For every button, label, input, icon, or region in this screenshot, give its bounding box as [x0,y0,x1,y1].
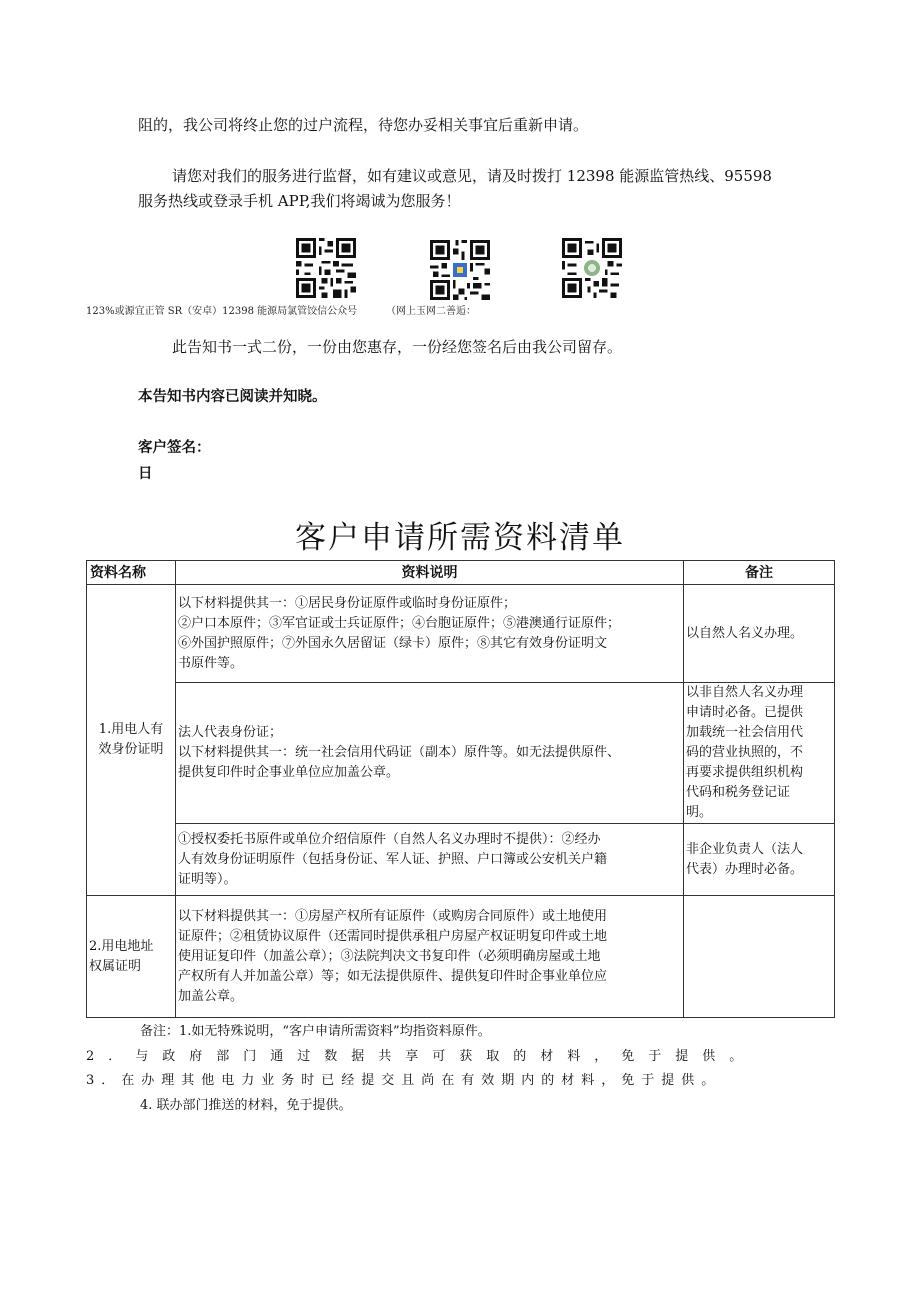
header-remarks: 备注 [684,561,835,585]
description-line: 产权所有人并加盖公章）等；如无法提供原件、提供复印件时企事业单位应 [178,968,608,984]
description-line: 书原件等。 [178,655,244,671]
table-row [87,824,835,896]
note-line: 以自然人名义办理。 [686,625,804,641]
row-note [684,683,835,824]
paragraph-supervision-line1: 请您对我们的服务进行监督，如有建议或意见，请及时拨打 12398 能源监管热线、95598 [172,167,772,185]
header-material-description: 资料说明 [176,561,684,585]
signature-label: 客户签名： [138,440,211,456]
remark-4: 4. 联办部门推送的材料，免于提供。 [140,1098,352,1113]
paragraph-copies: 此告知书一式二份，一份由您惠存，一份经您签名后由我公司留存。 [172,338,623,356]
table-row [87,585,835,683]
note-line: 代码和税务登记证 [686,785,791,800]
qr-code-wechat [430,240,490,300]
row-note-empty [684,896,835,1018]
note-line: 明。 [686,805,713,820]
remark-3-text: 3．在办理其他电力业务时已经提交且尚在有效期内的材料，免于提供。 [86,1073,722,1088]
description-line: 以下材料提供其一：统一社会信用代码证（副本）原件等。如无法提供原件、 [178,745,621,760]
remark-2 [86,1045,828,1064]
description-line: 使用证复印件（加盖公章）；③法院判决文书复印件（必须明确房屋或土地 [178,948,601,964]
description-line: ①授权委托书原件或单位介绍信原件（自然人名义办理时不提供）：②经办 [178,831,601,847]
table-row [87,683,835,824]
remark-2-text: 2．与政府部门通过数据共享可获取的材料，免于提供。 [86,1049,757,1064]
date-label: 日 [138,466,153,482]
description-line: 以下材料提供其一：①居民身份证原件或临时身份证原件； [178,595,517,611]
header-material-name: 资料名称 [87,561,176,585]
row-description [176,585,684,683]
description-line: 证明等）。 [178,871,237,887]
group-name-line: 权属证明 [89,958,142,974]
note-line: 代表）办理时必备。 [686,861,804,877]
remark-1: 备注：1.如无特殊说明，“客户申请所需资料”均指资料原件。 [140,1024,491,1039]
row-description [176,824,684,896]
note-line: 码的营业执照的，不 [686,745,804,760]
note-line: 再要求提供组织机构 [686,765,804,780]
note-line: 非企业负责人（法人 [686,841,804,857]
table-row [87,896,835,1018]
row-note [684,824,835,896]
paragraph-termination: 阻的，我公司将终止您的过户流程，待您办妥相关事宜后重新申请。 [138,116,589,134]
group-name-line: 1.用电人有 [98,722,164,737]
document-title: 客户申请所需资料清单 [295,520,625,556]
table-header-row [87,561,835,585]
description-line: 证原件；②租赁协议原件（还需同时提供承租户房屋产权证明复印件或土地 [178,928,608,944]
group-name-line: 2.用电地址 [89,938,154,954]
note-line: 以非自然人名义办理 [686,685,804,700]
description-line: 法人代表身份证； [178,725,283,740]
qr-code-website [562,238,622,298]
remark-3 [86,1069,828,1088]
note-line: 申请时必备。已提供 [686,705,804,720]
note-line: 加载统一社会信用代 [686,725,804,740]
description-line: ②户口本原件；③军官证或士兵证原件；④台胞证原件；⑤港澳通行证原件； [178,615,621,631]
description-line: 加盖公章。 [178,988,244,1004]
qr-code-app [296,238,356,298]
group-name-address [87,896,176,1018]
description-line: 以下材料提供其一：①房屋产权所有证原件（或购房合同原件）或土地使用 [178,908,608,924]
qr-caption-right: （网上玉网二善逅： [386,306,476,317]
qr-caption-left: 123%或源宜正管 SR（安卓）12398 能源局氯管饺信公众号 [86,306,358,317]
group-name-line: 效身份证明 [98,742,164,757]
row-description [176,683,684,824]
paragraph-supervision-line2: 服务热线或登录手机 APP,我们将竭诚为您服务！ [138,192,461,210]
description-line: ⑥外国护照原件；⑦外国永久居留证（绿卡）原件；⑧其它有效身份证明文 [178,635,608,651]
row-description [176,896,684,1018]
description-line: 人有效身份证明原件（包括身份证、军人证、护照、户口簿或公安机关户籍 [178,851,608,867]
description-line: 提供复印件时企事业单位应加盖公章。 [178,765,400,780]
read-confirmation: 本告知书内容已阅读并知晓。 [138,389,327,405]
row-note [684,585,835,683]
materials-table [86,560,835,1018]
group-name-identity [87,585,176,896]
